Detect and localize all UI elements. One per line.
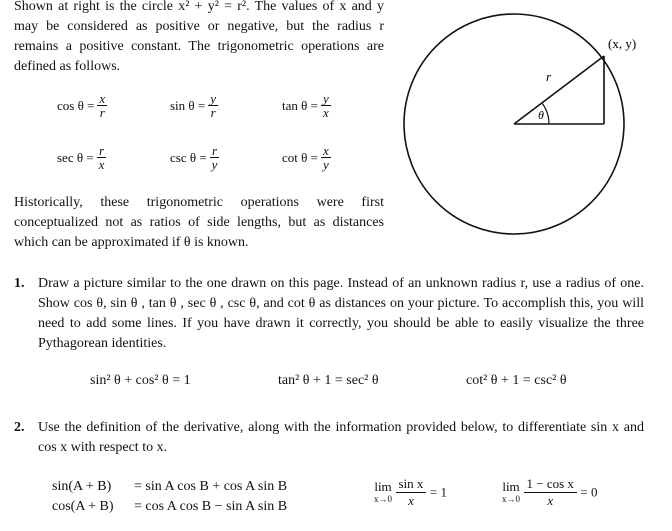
- limit-result: = 0: [580, 484, 598, 500]
- definition-numerator: x: [99, 91, 106, 106]
- radius-line: [514, 56, 604, 124]
- identity-sin-cos: sin² θ + cos² θ = 1: [90, 373, 191, 388]
- angle-label: θ: [538, 108, 544, 122]
- definition-cot: [282, 144, 331, 172]
- limit-denominator: x: [547, 493, 554, 508]
- intro-paragraph: Shown at right is the circle x² + y² = r². The values of x and y may be considered as positive or negative, but the radius r remains a positive constant. The trigonometric operations are defined as follows.: [14, 0, 384, 74]
- problem-2: [14, 418, 644, 458]
- identity-cos-sum: [52, 497, 287, 517]
- limit-word: lim: [502, 478, 520, 494]
- definition-numerator: x: [322, 143, 329, 158]
- definition-numerator: y: [322, 91, 329, 106]
- limit-subscript: x→0: [374, 493, 392, 504]
- radius-label: r: [546, 69, 552, 84]
- limit-subscript: x→0: [502, 493, 520, 504]
- definition-denominator: y: [211, 157, 218, 172]
- limit-denominator: x: [408, 493, 414, 508]
- identity-rhs: = cos A cos B − sin A sin B: [134, 499, 288, 514]
- definition-tan: [282, 92, 331, 120]
- problem-text: Use the definition of the derivative, along with the information provided below, to differentiate sin x and cos x with respect to x.: [38, 420, 644, 455]
- problem-text: Draw a picture similar to the one drawn on this page. Instead of an unknown radius r, use a radius of one. Show cos θ, sin θ , tan θ , sec θ , csc θ, and cot θ as distances on your picture. To accomplish this, you will need to add some lines. If you have drawn it correctly, you should be able to easily visualize the three Pythagorean identities.: [38, 276, 644, 351]
- identity-sin-sum: [52, 477, 287, 497]
- problem-number: 2.: [14, 420, 25, 435]
- identity-cot-csc: cot² θ + 1 = csc² θ: [466, 373, 567, 388]
- definition-lhs: csc θ =: [170, 150, 207, 165]
- definition-lhs: sec θ =: [57, 150, 94, 165]
- definition-lhs: tan θ =: [282, 98, 318, 113]
- definition-denominator: r: [99, 105, 105, 120]
- problem-number: 1.: [14, 276, 25, 291]
- definition-lhs: sin θ =: [170, 98, 206, 113]
- problem-1: [14, 274, 644, 354]
- definition-numerator: r: [212, 143, 218, 158]
- limit-word: lim: [374, 478, 392, 494]
- identity-rhs: = sin A cos B + cos A sin B: [134, 479, 288, 494]
- definition-denominator: x: [322, 105, 329, 120]
- definition-sin: [170, 92, 218, 120]
- definition-lhs: cos θ =: [57, 98, 95, 113]
- limit-result: = 1: [429, 484, 448, 500]
- definition-numerator: y: [210, 91, 217, 106]
- limit-cos: [502, 476, 598, 509]
- limit-sin: [374, 476, 447, 509]
- limit-numerator: sin x: [396, 476, 427, 493]
- circle-diagram: [390, 0, 672, 240]
- definition-denominator: y: [322, 157, 329, 172]
- identity-lhs: sin(A + B): [52, 479, 112, 494]
- definition-numerator: r: [99, 143, 105, 158]
- definition-csc: [170, 144, 219, 172]
- definition-sec: [57, 144, 106, 172]
- definition-cos: [57, 92, 107, 120]
- definition-denominator: x: [98, 157, 105, 172]
- point-label: (x, y): [608, 36, 637, 51]
- definition-denominator: r: [210, 105, 216, 120]
- identity-tan-sec: tan² θ + 1 = sec² θ: [278, 373, 379, 388]
- history-paragraph: Historically, these trigonometric operations were first conceptualized not as ratios of side lengths, but as distances which can be approximated if θ is known.: [14, 195, 384, 250]
- definition-lhs: cot θ =: [282, 150, 318, 165]
- identity-lhs: cos(A + B): [52, 499, 114, 514]
- limit-numerator: 1 − cos x: [524, 476, 577, 493]
